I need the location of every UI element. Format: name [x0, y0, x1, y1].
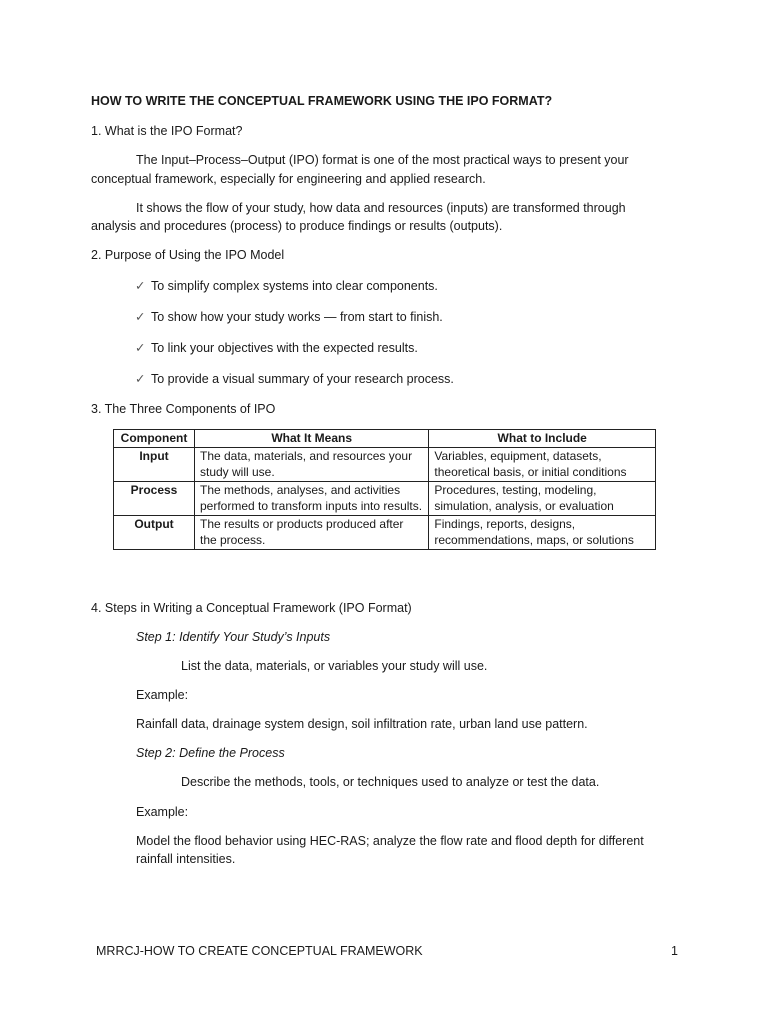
section-1-paragraph-1-line-2: conceptual framework, especially for engineering and applied research.: [91, 172, 486, 186]
cell-component: Input: [114, 447, 195, 481]
list-item: [135, 371, 454, 388]
check-icon: ✓: [135, 372, 146, 386]
example-1-label: Example:: [136, 688, 189, 702]
cell-means: The results or products produced after the process.: [194, 515, 428, 549]
section-1-paragraph-2-line-1: It shows the flow of your study, how data and resources (inputs) are transformed through: [136, 201, 626, 215]
example-1-text: Rainfall data, drainage system design, soil infiltration rate, urban land use pattern.: [136, 717, 588, 731]
list-item: [135, 278, 438, 295]
section-4-heading: 4. Steps in Writing a Conceptual Framework (IPO Format): [91, 601, 412, 615]
list-item: [135, 309, 443, 326]
example-2-label: Example:: [136, 805, 189, 819]
table-row: [114, 447, 656, 481]
page-number: 1: [671, 944, 678, 958]
list-item-text: To link your objectives with the expected results.: [151, 341, 418, 355]
column-header-component: Component: [114, 430, 195, 448]
list-item: [135, 340, 418, 357]
document-title: HOW TO WRITE THE CONCEPTUAL FRAMEWORK USING THE IPO FORMAT?: [91, 94, 553, 108]
example-2-text-line-2: rainfall intensities.: [136, 852, 236, 866]
check-icon: ✓: [135, 279, 146, 293]
section-1-heading: 1. What is the IPO Format?: [91, 124, 243, 138]
example-2-text-line-1: Model the flood behavior using HEC-RAS; analyze the flow rate and flood depth for different: [136, 834, 644, 848]
table-row: [114, 515, 656, 549]
step-1-heading: Step 1: Identify Your Study’s Inputs: [136, 630, 331, 644]
step-2-description: Describe the methods, tools, or techniques used to analyze or test the data.: [181, 775, 600, 789]
cell-include: Variables, equipment, datasets, theoretical basis, or initial conditions: [429, 447, 656, 481]
footer-title: MRRCJ-HOW TO CREATE CONCEPTUAL FRAMEWORK: [96, 944, 423, 958]
check-icon: ✓: [135, 310, 146, 324]
section-2-heading: 2. Purpose of Using the IPO Model: [91, 248, 285, 262]
section-1-paragraph-2-line-2: analysis and procedures (process) to produce findings or results (outputs).: [91, 219, 503, 233]
cell-include: Findings, reports, designs, recommendations, maps, or solutions: [429, 515, 656, 549]
column-header-what-it-means: What It Means: [194, 430, 428, 448]
step-2-heading: Step 2: Define the Process: [136, 746, 285, 760]
cell-include: Procedures, testing, modeling, simulation, analysis, or evaluation: [429, 481, 656, 515]
column-header-what-to-include: What to Include: [429, 430, 656, 448]
cell-component: Output: [114, 515, 195, 549]
cell-means: The methods, analyses, and activities performed to transform inputs into results.: [194, 481, 428, 515]
section-1-paragraph-1-line-1: The Input–Process–Output (IPO) format is one of the most practical ways to present your: [136, 153, 629, 167]
ipo-components-table: [113, 429, 656, 550]
step-1-description: List the data, materials, or variables your study will use.: [181, 659, 488, 673]
check-icon: ✓: [135, 341, 146, 355]
cell-means: The data, materials, and resources your study will use.: [194, 447, 428, 481]
list-item-text: To simplify complex systems into clear components.: [151, 279, 438, 293]
list-item-text: To provide a visual summary of your research process.: [151, 372, 454, 386]
table-header-row: [114, 430, 656, 448]
cell-component: Process: [114, 481, 195, 515]
table-row: [114, 481, 656, 515]
section-3-heading: 3. The Three Components of IPO: [91, 402, 276, 416]
list-item-text: To show how your study works — from start to finish.: [151, 310, 443, 324]
